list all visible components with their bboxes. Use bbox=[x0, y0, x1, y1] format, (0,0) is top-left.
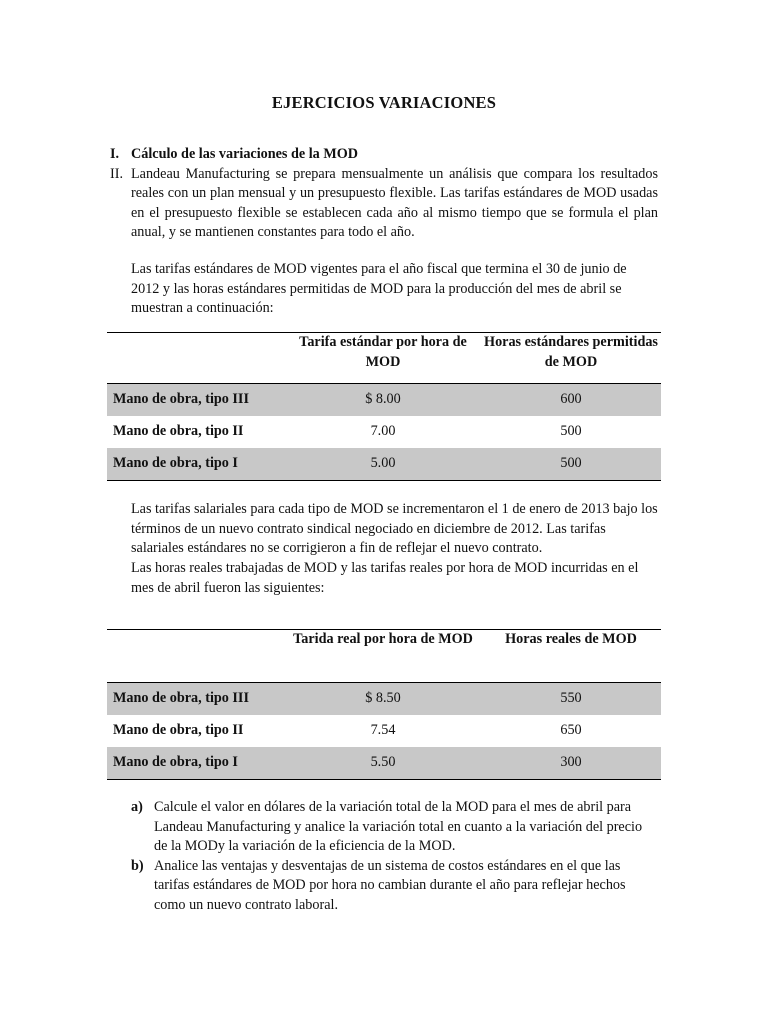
row-label: Mano de obra, tipo I bbox=[107, 747, 285, 780]
question-item-b bbox=[131, 857, 658, 916]
row-label: Mano de obra, tipo II bbox=[113, 423, 244, 440]
section-item-2 bbox=[110, 165, 658, 243]
table-header-hours: Horas estándares permitidas de MOD bbox=[484, 334, 658, 370]
row-hours: 650 bbox=[560, 722, 582, 739]
section-heading: Cálculo de las variaciones de la MOD bbox=[131, 146, 358, 162]
question-letter: b) bbox=[131, 857, 144, 874]
table-header-blank bbox=[107, 630, 285, 683]
question-list bbox=[131, 798, 658, 915]
row-rate: 5.00 bbox=[285, 448, 481, 481]
table-header-row bbox=[107, 333, 661, 384]
actual-rates-table bbox=[107, 629, 661, 780]
section-item-1 bbox=[110, 145, 658, 165]
question-text: Calcule el valor en dólares de la variación total de la MOD para el mes de abril para Landeau Manufacturing y analice la variación total en cuanto a la variación del precio de la MODy la variación de la eficiencia de la MOD. bbox=[154, 799, 643, 854]
row-rate: $ 8.50 bbox=[285, 683, 481, 716]
row-hours: 500 bbox=[481, 448, 661, 481]
standard-rates-table bbox=[107, 332, 661, 481]
page-title: EJERCICIOS VARIACIONES bbox=[271, 93, 497, 112]
table-row bbox=[107, 384, 661, 417]
row-label: Mano de obra, tipo I bbox=[107, 448, 285, 481]
row-rate: 7.00 bbox=[370, 423, 396, 440]
section-number: I. bbox=[110, 146, 120, 162]
row-hours: 300 bbox=[481, 747, 661, 780]
question-letter: a) bbox=[131, 799, 143, 815]
table-header-rate: Tarida real por hora de MOD bbox=[293, 631, 473, 647]
table-header-hours: Horas reales de MOD bbox=[505, 631, 637, 647]
row-label: Mano de obra, tipo II bbox=[113, 722, 244, 739]
paragraph-standard-rates: Las tarifas estándares de MOD vigentes para el año fiscal que termina el 30 de junio de 2012 y las horas estándares permitidas de MOD para la producción del mes de abril se muestran a continuación: bbox=[131, 261, 627, 316]
question-text: Analice las ventajas y desventajas de un sistema de costos estándares en el que las tarifas estándares de MOD por hora no cambian durante el año para reflejar hechos como un nuevo contrato laboral. bbox=[154, 857, 626, 913]
section-text: Landeau Manufacturing se prepara mensualmente un análisis que compara los resultados reales con un plan mensual y un presupuesto flexible. Las tarifas estándares de MOD usadas en el presupuesto flexible se establecen cada año al mismo tiempo que se formula el plan anual, y se mantienen constantes para todo el año. bbox=[131, 165, 658, 240]
row-label: Mano de obra, tipo III bbox=[107, 384, 285, 417]
paragraph-wage-increase: Las tarifas salariales para cada tipo de MOD se incrementaron el 1 de enero de 2013 bajo los términos de un nuevo contrato sindical negociado en diciembre de 2012. Las tarifas salariales estándares no se corrigieron a fin de reflejar el nuevo contrato. bbox=[131, 501, 658, 556]
table-row bbox=[107, 416, 661, 448]
paragraph-actual-hours: Las horas reales trabajadas de MOD y las tarifas reales por hora de MOD incurridas en el mes de abril fueron las siguientes: bbox=[131, 560, 639, 596]
table-header-row bbox=[107, 630, 661, 683]
row-hours: 550 bbox=[481, 683, 661, 716]
row-rate: $ 8.00 bbox=[285, 384, 481, 417]
section-list bbox=[110, 145, 658, 243]
question-item-a bbox=[131, 798, 658, 857]
row-hours: 500 bbox=[560, 423, 582, 440]
section-number: II. bbox=[110, 165, 123, 182]
row-rate: 7.54 bbox=[370, 722, 396, 739]
table-row bbox=[107, 448, 661, 481]
table-header-rate: Tarifa estándar por hora de MOD bbox=[299, 334, 467, 370]
table-row bbox=[107, 747, 661, 780]
table-header-blank bbox=[107, 333, 285, 384]
row-rate: 5.50 bbox=[285, 747, 481, 780]
table-row bbox=[107, 715, 661, 747]
table-row bbox=[107, 683, 661, 716]
row-hours: 600 bbox=[481, 384, 661, 417]
row-label: Mano de obra, tipo III bbox=[107, 683, 285, 716]
